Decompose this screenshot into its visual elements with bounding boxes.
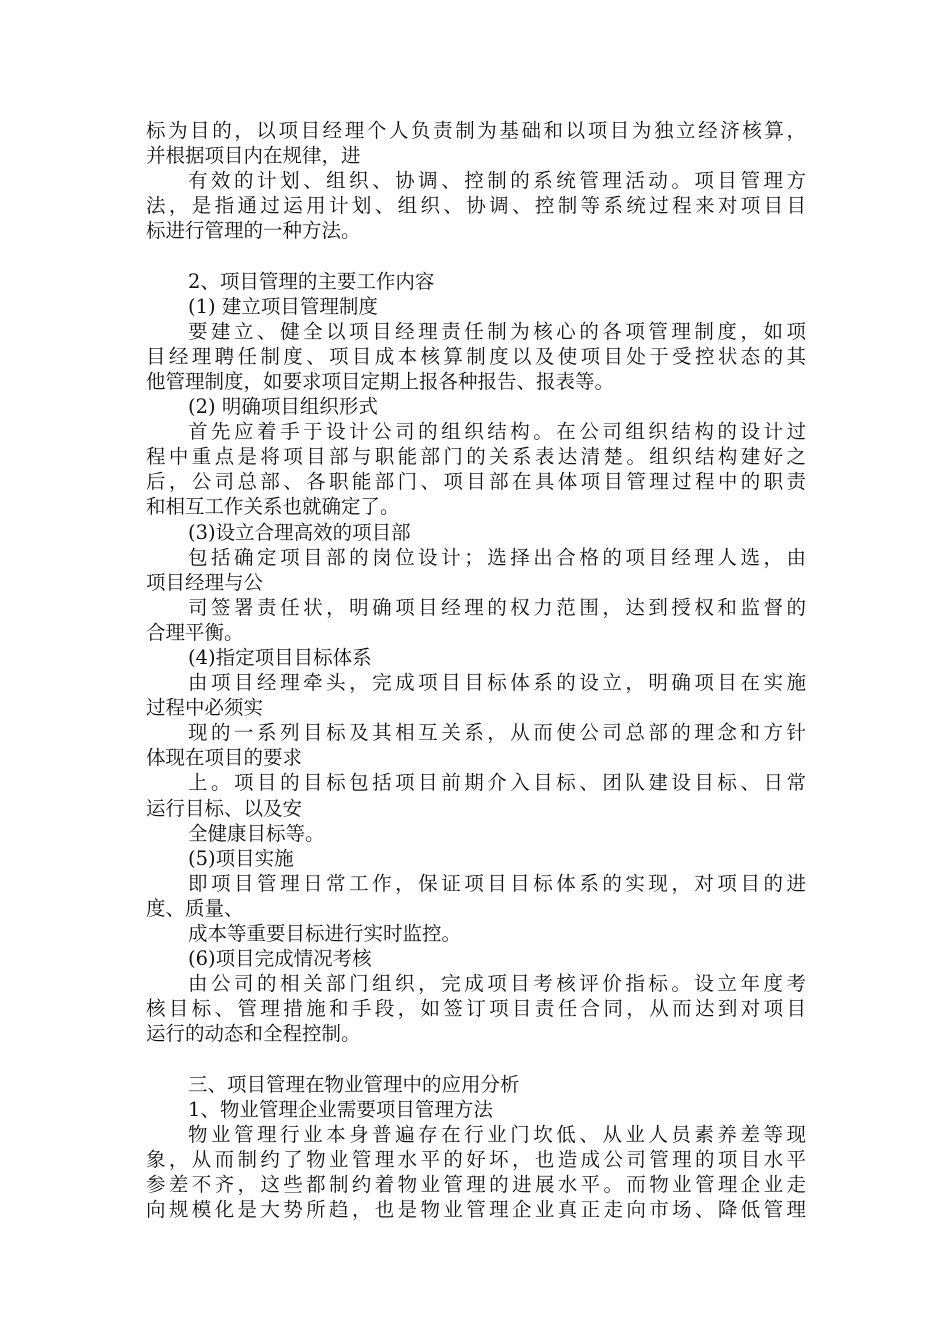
body-line: 上。项目的目标包括项目前期介入目标、团队建设目标、日常 <box>188 771 806 795</box>
body-line: 向规模化是大势所趋，也是物业管理企业真正走向市场、降低管理 <box>146 1198 806 1222</box>
subsection-heading: (3)设立合理高效的项目部 <box>188 520 411 544</box>
body-line: 标为目的，以项目经理个人负责制为基础和以项目为独立经济核算， <box>146 119 806 142</box>
subsection-heading: (6)项目完成情况考核 <box>188 947 372 971</box>
section-heading: 1、物业管理企业需要项目管理方法 <box>188 1097 493 1121</box>
body-line: 参差不齐，这些都制约着物业管理的进展水平。而物业管理企业走 <box>146 1172 806 1196</box>
body-line: 标进行管理的一种方法。 <box>146 219 361 243</box>
body-line: 法，是指通过运用计划、组织、协调、控制等系统过程来对项目目 <box>146 194 806 218</box>
section-heading: 2、项目管理的主要工作内容 <box>188 269 435 293</box>
body-line: 象，从而制约了物业管理水平的好坏，也造成公司管理的项目水平 <box>146 1147 806 1171</box>
body-line: 成本等重要目标进行实时监控。 <box>188 922 462 945</box>
body-line: 体现在项目的要求 <box>146 746 303 770</box>
body-line: 和相互工作关系也就确定了。 <box>146 495 400 519</box>
subsection-heading: (5)项目实施 <box>188 846 294 870</box>
body-line: 运行的动态和全程控制。 <box>146 1022 361 1046</box>
body-line: 即项目管理日常工作，保证项目目标体系的实现，对项目的进 <box>188 871 806 895</box>
body-line: 度、质量、 <box>146 896 244 920</box>
body-line: 程中重点是将项目部与职能部门的关系表达清楚。组织结构建好之 <box>146 445 806 469</box>
body-line: 首先应着手于设计公司的组织结构。在公司组织结构的设计过 <box>188 420 806 444</box>
paragraph-gap <box>146 243 806 268</box>
body-line: 物业管理行业本身普遍存在行业门坎低、从业人员素养差等现 <box>188 1122 806 1146</box>
body-line: 过程中必须实 <box>146 696 264 720</box>
body-line: 由公司的相关部门组织，完成项目考核评价指标。设立年度考 <box>188 972 806 996</box>
body-line: 运行目标、以及安 <box>146 796 303 820</box>
body-line: 并根据项目内在规律，进 <box>146 144 361 168</box>
body-line: 后，公司总部、各职能部门、项目部在具体项目管理过程中的职责 <box>146 470 806 494</box>
body-line: 目经理聘任制度、项目成本核算制度以及使项目处于受控状态的其 <box>146 344 806 368</box>
subsection-heading: (2) 明确项目组织形式 <box>188 395 378 419</box>
paragraph-gap <box>146 1046 806 1071</box>
body-line: 项目经理与公 <box>146 570 264 594</box>
body-line: 司签署责任状，明确项目经理的权力范围，达到授权和监督的 <box>188 595 806 619</box>
body-line: 现的一系列目标及其相互关系，从而使公司总部的理念和方针 <box>188 721 806 745</box>
body-line: 包括确定项目部的岗位设计；选择出合格的项目经理人选，由 <box>188 545 806 569</box>
body-line: 要建立、健全以项目经理责任制为核心的各项管理制度，如项 <box>188 319 806 343</box>
subsection-heading: (1) 建立项目管理制度 <box>188 294 378 318</box>
body-line: 全健康目标等。 <box>188 821 325 845</box>
chapter-heading: 三、项目管理在物业管理中的应用分析 <box>188 1072 520 1096</box>
body-line: 他管理制度，如要求项目定期上报各种报告、报表等。 <box>146 369 615 393</box>
body-line: 有效的计划、组织、协调、控制的系统管理活动。项目管理方 <box>188 169 806 193</box>
body-line: 合理平衡。 <box>146 620 244 644</box>
document-body <box>146 118 806 1222</box>
subsection-heading: (4)指定项目目标体系 <box>188 645 372 669</box>
body-line: 核目标、管理措施和手段，如签订项目责任合同，从而达到对项目 <box>146 997 806 1021</box>
body-line: 由项目经理牵头，完成项目目标体系的设立，明确项目在实施 <box>188 671 806 695</box>
